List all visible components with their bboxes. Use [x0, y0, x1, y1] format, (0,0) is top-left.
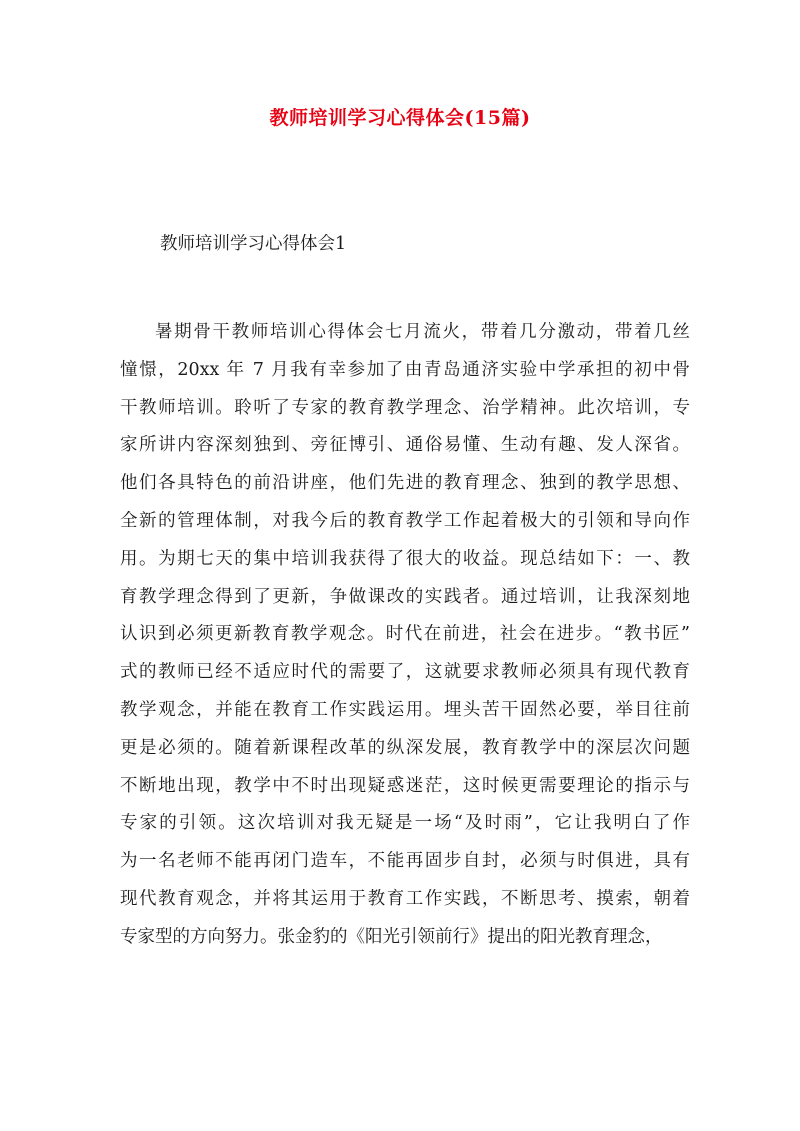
paragraph-line: 暑期骨干教师培训心得体会七月流火，带着几分激动，带着几丝 [155, 322, 690, 342]
paragraph-line: 不断地出现，教学中不时出现疑惑迷茫，这时候更需要理论的指示与 [120, 775, 690, 796]
paragraph-line: 式的教师已经不适应时代的需要了，这就要求教师必须具有现代教育 [120, 662, 690, 683]
paragraph-line: 教学观念，并能在教育工作实践运用。埋头苦干固然必要，举目往前 [120, 699, 690, 720]
paragraph-line: 认识到必须更新教育教学观念。时代在前进，社会在进步。“教书匠” [120, 624, 690, 645]
paragraph-line: 全新的管理体制，对我今后的教育教学工作起着极大的引领和导向作 [120, 510, 690, 531]
paragraph-line: 家所讲内容深刻独到、旁征博引、通俗易懂、生动有趣、发人深省。 [120, 435, 690, 456]
paragraph-line: 更是必须的。随着新课程改革的纵深发展，教育教学中的深层次问题 [120, 737, 690, 758]
body-paragraph [120, 314, 690, 957]
paragraph-line: 干教师培训。聆听了专家的教育教学理念、治学精神。此次培训，专 [120, 397, 690, 418]
paragraph-line: 用。为期七天的集中培训我获得了很大的收益。现总结如下：一、教 [120, 548, 690, 569]
paragraph-line: 专家的引领。这次培训对我无疑是一场“及时雨”，它让我明白了作 [120, 813, 690, 834]
document-title: 教师培训学习心得体会(15篇) [269, 107, 531, 129]
paragraph-line: 现代教育观念，并将其运用于教育工作实践，不断思考、摸索，朝着 [120, 888, 690, 909]
paragraph-line: 为一名老师不能再闭门造车，不能再固步自封，必须与时俱进，具有 [120, 851, 690, 872]
paragraph-line: 憧憬，20xx 年 7 月我有幸参加了由青岛通济实验中学承担的初中骨 [120, 359, 690, 380]
paragraph-line: 他们各具特色的前沿讲座，他们先进的教育理念、独到的教学思想、 [120, 473, 690, 494]
paragraph-line: 专家型的方向努力。张金豹的《阳光引领前行》提出的阳光教育理念， [120, 926, 663, 947]
section-heading: 教师培训学习心得体会1 [160, 234, 347, 254]
paragraph-line: 育教学理念得到了更新，争做课改的实践者。通过培训，让我深刻地 [120, 586, 690, 607]
